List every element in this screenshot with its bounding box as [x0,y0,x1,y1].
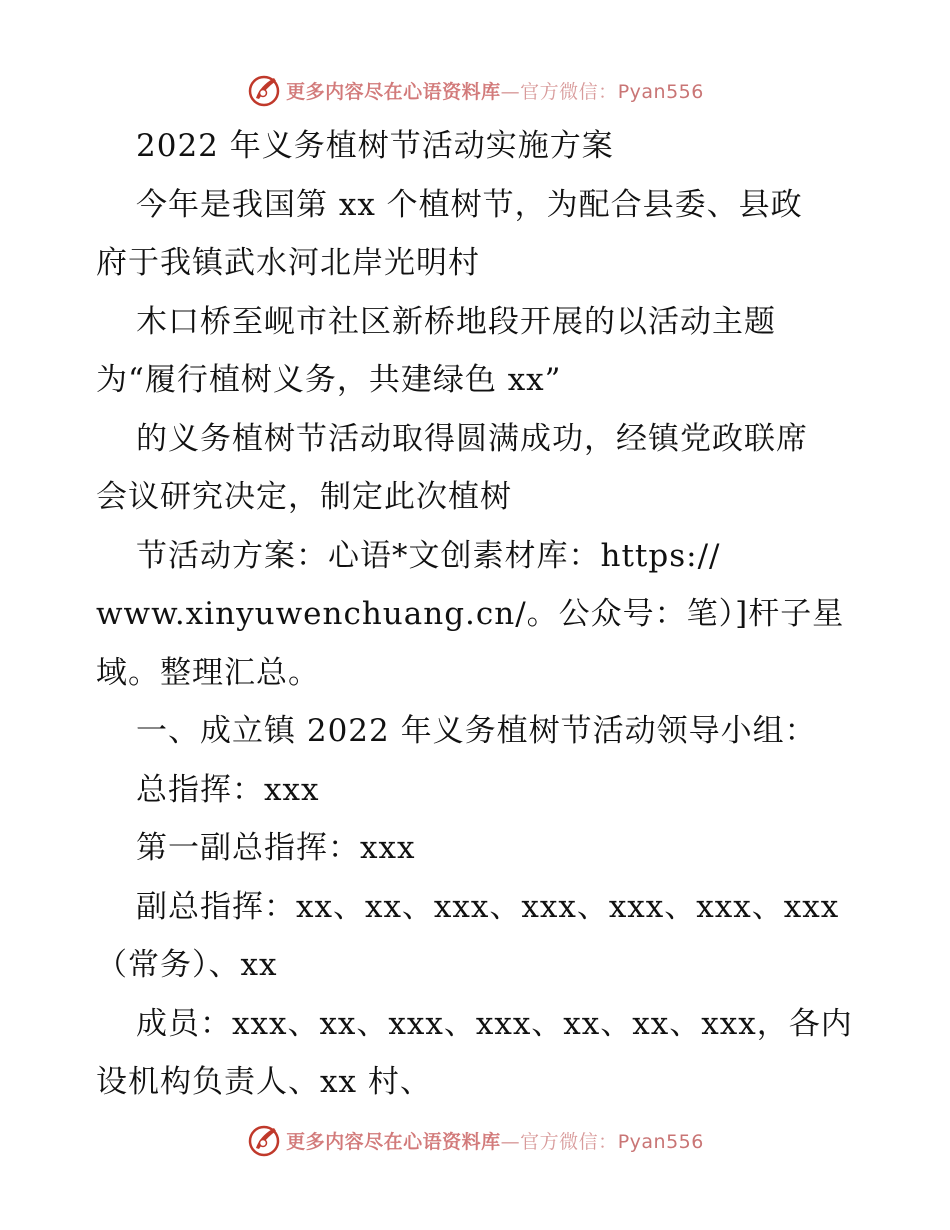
paragraph-line: 设机构负责人、xx 村、 [96,1064,432,1100]
header-banner-account: Pyan556 [617,80,704,103]
paragraph-line: 第一副总指挥：xxx [136,830,416,866]
header-banner-main: 更多内容尽在心语资料库 [286,80,501,103]
paragraph-line: 府于我镇武水河北岸光明村 [96,245,480,281]
pen-logo-icon [246,1122,282,1158]
header-banner-sep: —官方微信： [500,80,618,103]
section-heading: 一、成立镇 2022 年义务植树节活动领导小组： [136,713,817,749]
document-title: 2022 年义务植树节活动实施方案 [136,128,614,164]
paragraph-line: 域。整理汇总。 [96,655,320,691]
footer-banner-main: 更多内容尽在心语资料库 [286,1130,501,1153]
footer-banner-text [286,1127,704,1154]
paragraph-line: 的义务植树节活动取得圆满成功，经镇党政联席 [136,421,808,457]
paragraph-line: 木口桥至岘市社区新桥地段开展的以活动主题 [136,304,776,340]
paragraph-line: 成员：xxx、xx、xxx、xxx、xx、xx、xxx，各内 [136,1006,853,1042]
pen-logo-icon [246,72,282,108]
header-banner-text [286,77,704,104]
header-banner [0,70,950,110]
footer-banner-account: Pyan556 [617,1130,704,1153]
footer-banner [0,1120,950,1160]
paragraph-line: 节活动方案：心语*文创素材库：https:// [136,538,721,574]
paragraph-line: （常务）、xx [96,947,278,983]
footer-banner-sep: —官方微信： [500,1130,618,1153]
paragraph-line: 总指挥：xxx [136,772,320,808]
paragraph-line: 会议研究决定，制定此次植树 [96,479,512,515]
paragraph-line: 为“履行植树义务，共建绿色 xx” [96,362,562,398]
paragraph-line: 副总指挥：xx、xx、xxx、xxx、xxx、xxx、xxx [136,889,840,925]
paragraph-line: 今年是我国第 xx 个植树节，为配合县委、县政 [136,187,803,223]
paragraph-line: www.xinyuwenchuang.cn/。公众号：笔）]杆子星 [96,596,845,632]
